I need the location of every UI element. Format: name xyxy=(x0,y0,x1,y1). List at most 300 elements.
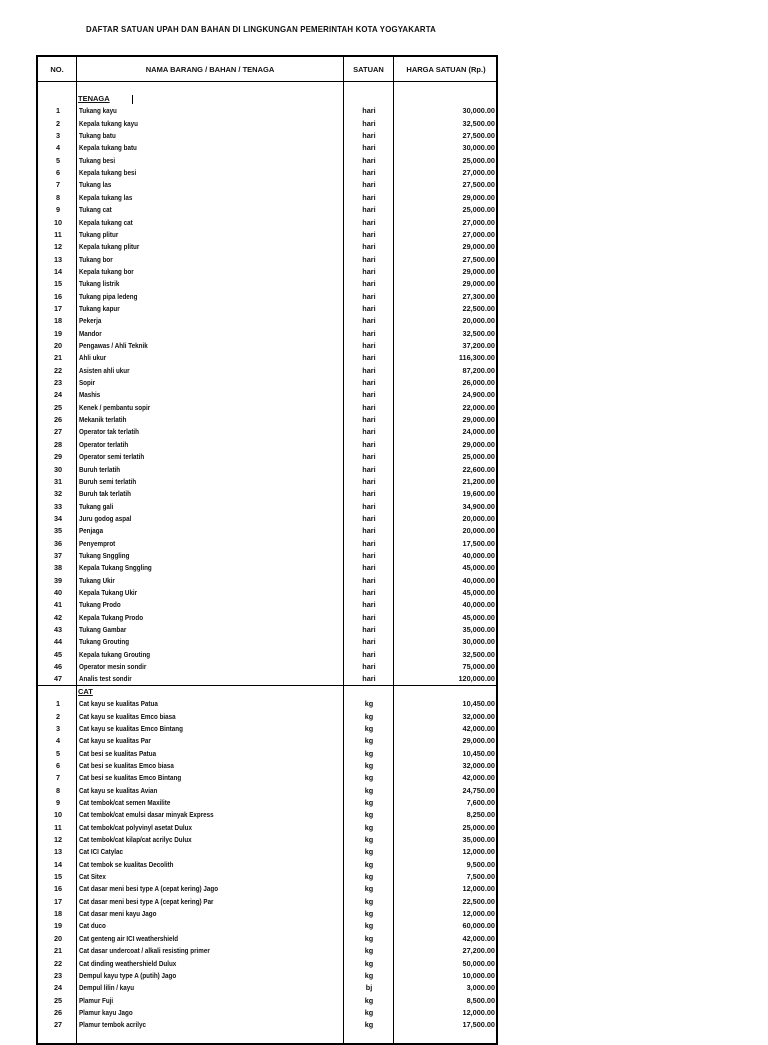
row-number: 3 xyxy=(55,131,61,141)
unit: hari xyxy=(362,526,376,536)
item-name: Kenek / pembantu sopir xyxy=(79,402,151,412)
unit-price: 45,000.00 xyxy=(462,588,495,597)
item-name: Tukang Snggling xyxy=(79,550,130,560)
unit: hari xyxy=(362,662,376,672)
unit-price: 29,000.00 xyxy=(462,439,495,449)
table-row xyxy=(38,970,496,982)
item-name: Kepala tukang bor xyxy=(79,266,134,276)
row-number: 21 xyxy=(53,946,63,956)
row-number: 10 xyxy=(53,217,63,227)
unit: hari xyxy=(362,155,376,165)
unit: kg xyxy=(364,699,374,709)
item-name: Cat dasar meni besi type A (cepat kering) Jago xyxy=(79,884,219,894)
table-row xyxy=(38,340,496,352)
unit: hari xyxy=(362,229,376,239)
item-name: Tukang kayu xyxy=(79,106,117,116)
row-number: 12 xyxy=(53,242,63,252)
unit-price: 27,000.00 xyxy=(462,217,495,227)
unit: kg xyxy=(364,736,374,746)
table-row xyxy=(38,352,496,364)
table-row xyxy=(38,402,496,414)
unit-price: 40,000.00 xyxy=(462,600,495,610)
item-name: Cat besi se kualitas Emco biasa xyxy=(79,760,174,770)
table-row xyxy=(38,562,496,574)
unit-price: 27,500.00 xyxy=(462,131,495,141)
table-row xyxy=(38,513,496,525)
unit: hari xyxy=(362,501,376,511)
unit: hari xyxy=(362,575,376,585)
table-row xyxy=(38,142,496,154)
unit: hari xyxy=(362,143,376,153)
table-row xyxy=(38,859,496,871)
item-name: Cat ICI Catylac xyxy=(79,847,123,857)
row-number: 15 xyxy=(53,872,63,882)
item-name: Plamur tembok acrilyc xyxy=(79,1020,146,1030)
unit-price: 27,500.00 xyxy=(462,254,495,264)
unit-price: 10,450.00 xyxy=(462,748,495,758)
unit: hari xyxy=(362,291,376,301)
item-name: Cat besi se kualitas Patua xyxy=(79,748,157,758)
table-row xyxy=(38,315,496,327)
table-row xyxy=(38,229,496,241)
unit-price: 45,000.00 xyxy=(462,563,495,573)
item-name: Mekanik terlatih xyxy=(79,415,127,425)
unit: kg xyxy=(364,835,374,844)
unit-price: 42,000.00 xyxy=(462,933,495,943)
table-row xyxy=(38,303,496,315)
table-row xyxy=(38,587,496,599)
table-row xyxy=(38,612,496,624)
unit-price: 27,500.00 xyxy=(462,180,495,190)
table-row xyxy=(38,920,496,932)
row-number: 39 xyxy=(53,575,63,585)
unit-price: 17,500.00 xyxy=(462,538,495,548)
table-row xyxy=(38,760,496,772)
item-name: Mashis xyxy=(79,390,101,400)
item-name: Kepala tukang kayu xyxy=(79,118,138,128)
unit: hari xyxy=(362,489,376,499)
unit-price: 8,500.00 xyxy=(466,995,495,1005)
item-name: Cat dinding weathershield Dulux xyxy=(79,958,177,968)
table-row xyxy=(38,501,496,513)
row-number: 13 xyxy=(53,254,63,264)
unit-price: 35,000.00 xyxy=(462,835,495,844)
unit: hari xyxy=(362,353,376,363)
row-number: 31 xyxy=(53,476,63,486)
unit: kg xyxy=(364,909,374,919)
unit-price: 7,500.00 xyxy=(466,872,495,882)
item-name: Operator semi terlatih xyxy=(79,452,145,462)
unit-price: 19,600.00 xyxy=(462,489,495,499)
item-name: Plamur Fuji xyxy=(79,995,114,1005)
unit: hari xyxy=(362,341,376,350)
unit-price: 37,200.00 xyxy=(462,341,495,350)
item-name: Ahli ukur xyxy=(79,353,107,363)
row-number: 18 xyxy=(53,316,63,326)
unit-price: 29,000.00 xyxy=(462,279,495,289)
item-name: Kepala tukang besi xyxy=(79,168,137,178)
row-number: 1 xyxy=(55,699,61,709)
unit: kg xyxy=(364,958,374,968)
table-row xyxy=(38,995,496,1007)
item-name: Penjaga xyxy=(79,526,104,536)
row-number: 26 xyxy=(53,1007,63,1017)
item-name: Tukang las xyxy=(79,180,112,190)
document-title: DAFTAR SATUAN UPAH DAN BAHAN DI LINGKUNGAN PEMERINTAH KOTA YOGYAKARTA xyxy=(86,24,436,34)
unit-price: 7,600.00 xyxy=(466,797,495,807)
item-name: Asisten ahli ukur xyxy=(79,365,130,375)
row-number: 25 xyxy=(53,402,63,412)
item-name: Tukang pipa ledeng xyxy=(79,291,138,301)
item-name: Tukang cat xyxy=(79,205,112,215)
item-name: Cat kayu se kualitas Emco Bintang xyxy=(79,723,183,733)
table-row xyxy=(38,241,496,253)
unit-price: 42,000.00 xyxy=(462,773,495,783)
price-table xyxy=(36,55,498,1045)
item-name: Buruh semi terlatih xyxy=(79,476,137,486)
item-name: Dempul lilin / kayu xyxy=(79,983,135,993)
table-row xyxy=(38,883,496,895)
item-name: Operator mesin sondir xyxy=(79,662,147,672)
section-title: TENAGA xyxy=(78,94,110,103)
row-number: 11 xyxy=(54,229,62,239)
unit: hari xyxy=(362,464,376,474)
table-row xyxy=(38,797,496,809)
row-number: 4 xyxy=(55,736,61,746)
unit: kg xyxy=(364,773,374,783)
unit-price: 32,500.00 xyxy=(462,328,495,338)
item-name: Cat kayu se kualitas Par xyxy=(79,736,151,746)
item-name: Kepala tukang plitur xyxy=(79,242,140,252)
unit: hari xyxy=(362,427,376,437)
section-divider xyxy=(38,685,496,686)
unit: kg xyxy=(364,946,374,956)
item-name: Cat dasar undercoat / alkali resisting primer xyxy=(79,946,210,956)
table-row xyxy=(38,748,496,760)
unit-price: 20,000.00 xyxy=(462,316,495,326)
unit-price: 26,000.00 xyxy=(462,378,495,388)
item-name: Buruh terlatih xyxy=(79,464,121,474)
row-number: 27 xyxy=(53,427,63,437)
unit-price: 30,000.00 xyxy=(462,106,495,116)
row-number: 23 xyxy=(53,378,63,388)
table-row xyxy=(38,636,496,648)
row-number: 16 xyxy=(53,884,63,894)
table-row xyxy=(38,772,496,784)
unit-price: 34,900.00 xyxy=(462,501,495,511)
row-number: 26 xyxy=(53,415,63,425)
text-cursor xyxy=(132,95,133,104)
item-name: Pekerja xyxy=(79,316,102,326)
item-name: Tukang Gambar xyxy=(79,625,127,635)
item-name: Cat tembok/cat polyvinyl asetat Dulux xyxy=(79,822,192,832)
item-name: Tukang Grouting xyxy=(79,637,130,647)
row-number: 20 xyxy=(53,341,63,350)
row-number: 19 xyxy=(53,328,63,338)
table-row xyxy=(38,464,496,476)
unit-price: 22,500.00 xyxy=(462,303,495,313)
row-number: 34 xyxy=(53,513,63,523)
unit-price: 12,000.00 xyxy=(462,847,495,857)
unit-price: 50,000.00 xyxy=(462,958,495,968)
row-number: 6 xyxy=(55,168,61,178)
unit: hari xyxy=(362,550,376,560)
item-name: Kepala tukang Grouting xyxy=(79,649,151,659)
row-number: 47 xyxy=(53,674,63,684)
row-number: 24 xyxy=(53,983,63,993)
row-number: 14 xyxy=(53,266,63,276)
row-number: 32 xyxy=(53,489,63,499)
unit: hari xyxy=(362,266,376,276)
item-name: Tukang besi xyxy=(79,155,116,165)
unit: hari xyxy=(362,637,376,647)
table-row xyxy=(38,661,496,673)
item-name: Cat genteng air ICI weathershield xyxy=(79,933,179,943)
row-number: 1 xyxy=(55,106,61,116)
item-name: Tukang Ukir xyxy=(79,575,115,585)
unit: hari xyxy=(362,674,376,684)
unit: hari xyxy=(362,316,376,326)
row-number: 22 xyxy=(53,365,63,375)
unit: bj xyxy=(365,983,373,993)
unit: hari xyxy=(362,439,376,449)
table-row xyxy=(38,896,496,908)
row-number: 8 xyxy=(55,192,61,202)
unit: hari xyxy=(362,563,376,573)
unit-price: 32,500.00 xyxy=(462,118,495,128)
unit: hari xyxy=(362,390,376,400)
unit: hari xyxy=(362,279,376,289)
unit: kg xyxy=(364,810,374,820)
item-name: Cat tembok/cat semen Maxilite xyxy=(79,797,171,807)
row-number: 7 xyxy=(55,773,61,783)
row-number: 12 xyxy=(53,835,63,844)
unit-price: 40,000.00 xyxy=(462,550,495,560)
item-name: Operator tak terlatih xyxy=(79,427,139,437)
item-name: Mandor xyxy=(79,328,102,338)
unit-price: 3,000.00 xyxy=(466,983,495,993)
table-row xyxy=(38,649,496,661)
unit: kg xyxy=(364,760,374,770)
unit-price: 42,000.00 xyxy=(462,723,495,733)
unit-price: 32,000.00 xyxy=(462,760,495,770)
row-number: 38 xyxy=(53,563,63,573)
table-row xyxy=(38,426,496,438)
unit: hari xyxy=(362,131,376,141)
item-name: Tukang kapur xyxy=(79,303,120,313)
item-name: Cat tembok se kualitas Decolith xyxy=(79,859,174,869)
table-row xyxy=(38,328,496,340)
table-row xyxy=(38,723,496,735)
unit: hari xyxy=(362,452,376,462)
unit-price: 8,250.00 xyxy=(466,810,495,820)
unit-price: 10,450.00 xyxy=(462,699,495,709)
table-row xyxy=(38,908,496,920)
unit: hari xyxy=(362,192,376,202)
unit-price: 116,300.00 xyxy=(458,353,495,363)
column-header-unit: SATUAN xyxy=(353,64,384,74)
row-number: 29 xyxy=(53,452,63,462)
unit-price: 12,000.00 xyxy=(462,1007,495,1017)
table-row xyxy=(38,735,496,747)
unit-price: 27,000.00 xyxy=(462,229,495,239)
unit-price: 25,000.00 xyxy=(462,452,495,462)
unit: kg xyxy=(364,797,374,807)
item-name: Buruh tak terlatih xyxy=(79,489,131,499)
unit: kg xyxy=(364,995,374,1005)
item-name: Cat dasar meni besi type A (cepat kering) Par xyxy=(79,896,214,906)
table-row xyxy=(38,711,496,723)
table-row xyxy=(38,192,496,204)
table-row xyxy=(38,130,496,142)
unit: hari xyxy=(362,378,376,388)
row-number: 40 xyxy=(53,588,63,597)
table-row xyxy=(38,538,496,550)
unit: hari xyxy=(362,205,376,215)
table-row xyxy=(38,377,496,389)
item-name: Operator terlatih xyxy=(79,439,129,449)
unit-price: 29,000.00 xyxy=(462,192,495,202)
unit-price: 25,000.00 xyxy=(462,822,495,832)
unit: hari xyxy=(362,365,376,375)
unit-price: 45,000.00 xyxy=(462,612,495,622)
table-row xyxy=(38,1007,496,1019)
item-name: Kepala Tukang Prodo xyxy=(79,612,144,622)
row-number: 5 xyxy=(55,748,61,758)
table-row xyxy=(38,476,496,488)
table-row xyxy=(38,1019,496,1031)
unit-price: 24,000.00 xyxy=(462,427,495,437)
row-number: 33 xyxy=(53,501,63,511)
item-name: Tukang listrik xyxy=(79,279,120,289)
unit: kg xyxy=(364,723,374,733)
row-number: 7 xyxy=(55,180,61,190)
unit: hari xyxy=(362,118,376,128)
unit-price: 32,000.00 xyxy=(462,711,495,721)
row-number: 22 xyxy=(53,958,63,968)
item-name: Pengawas / Ahli Teknik xyxy=(79,341,148,350)
unit: kg xyxy=(364,847,374,857)
item-name: Cat tembok/cat kilap/cat acrilyc Dulux xyxy=(79,835,192,844)
unit-price: 17,500.00 xyxy=(462,1020,495,1030)
table-row xyxy=(38,167,496,179)
item-name: Cat kayu se kualitas Patua xyxy=(79,699,158,709)
unit: kg xyxy=(364,748,374,758)
row-number: 4 xyxy=(55,143,61,153)
row-number: 3 xyxy=(55,723,61,733)
item-name: Cat Sitex xyxy=(79,872,106,882)
row-number: 19 xyxy=(53,921,63,931)
unit: hari xyxy=(362,106,376,116)
table-row xyxy=(38,958,496,970)
row-number: 35 xyxy=(53,526,63,536)
unit: hari xyxy=(362,538,376,548)
table-row xyxy=(38,365,496,377)
table-row xyxy=(38,624,496,636)
row-number: 16 xyxy=(53,291,63,301)
unit-price: 22,600.00 xyxy=(462,464,495,474)
unit: kg xyxy=(364,896,374,906)
table-row xyxy=(38,204,496,216)
item-name: Cat duco xyxy=(79,921,106,931)
unit-price: 25,000.00 xyxy=(462,205,495,215)
item-name: Analis test sondir xyxy=(79,674,132,684)
item-name: Tukang bor xyxy=(79,254,113,264)
row-number: 20 xyxy=(53,933,63,943)
table-row xyxy=(38,217,496,229)
table-row xyxy=(38,488,496,500)
unit: kg xyxy=(364,711,374,721)
row-number: 11 xyxy=(54,822,62,832)
table-row xyxy=(38,698,496,710)
row-number: 17 xyxy=(53,896,63,906)
item-name: Cat besi se kualitas Emco Bintang xyxy=(79,773,182,783)
table-row xyxy=(38,278,496,290)
unit: hari xyxy=(362,180,376,190)
unit-price: 120,000.00 xyxy=(458,674,495,684)
unit-price: 32,500.00 xyxy=(462,649,495,659)
unit: kg xyxy=(364,884,374,894)
unit: hari xyxy=(362,242,376,252)
item-name: Kepala Tukang Ukir xyxy=(79,588,138,597)
unit: hari xyxy=(362,612,376,622)
item-name: Cat kayu se kualitas Avian xyxy=(79,785,158,795)
row-number: 46 xyxy=(53,662,63,672)
row-number: 8 xyxy=(55,785,61,795)
table-row xyxy=(38,982,496,994)
unit: hari xyxy=(362,513,376,523)
unit: kg xyxy=(364,933,374,943)
row-number: 2 xyxy=(55,711,61,721)
table-row xyxy=(38,179,496,191)
unit-price: 12,000.00 xyxy=(462,884,495,894)
row-number: 28 xyxy=(53,439,63,449)
unit: hari xyxy=(362,217,376,227)
unit-price: 12,000.00 xyxy=(462,909,495,919)
unit-price: 25,000.00 xyxy=(462,155,495,165)
table-row xyxy=(38,105,496,117)
table-row xyxy=(38,389,496,401)
table-row xyxy=(38,933,496,945)
unit-price: 21,200.00 xyxy=(462,476,495,486)
row-number: 9 xyxy=(55,205,61,215)
unit-price: 22,000.00 xyxy=(462,402,495,412)
item-name: Dempul kayu type A (putih) Jago xyxy=(79,970,177,980)
unit-price: 29,000.00 xyxy=(462,415,495,425)
unit-price: 40,000.00 xyxy=(462,575,495,585)
unit: kg xyxy=(364,785,374,795)
table-row xyxy=(38,414,496,426)
column-header-price: HARGA SATUAN (Rp.) xyxy=(406,64,486,74)
table-row xyxy=(38,291,496,303)
unit: kg xyxy=(364,1007,374,1017)
unit: hari xyxy=(362,254,376,264)
row-number: 13 xyxy=(53,847,63,857)
row-number: 14 xyxy=(53,859,63,869)
unit: hari xyxy=(362,588,376,597)
unit: hari xyxy=(362,328,376,338)
table-row xyxy=(38,575,496,587)
unit-price: 27,200.00 xyxy=(462,946,495,956)
unit-price: 20,000.00 xyxy=(462,526,495,536)
unit: hari xyxy=(362,168,376,178)
unit-price: 24,900.00 xyxy=(462,390,495,400)
row-number: 43 xyxy=(53,625,63,635)
table-row xyxy=(38,785,496,797)
unit-price: 87,200.00 xyxy=(462,365,495,375)
unit-price: 10,000.00 xyxy=(462,970,495,980)
table-row xyxy=(38,155,496,167)
